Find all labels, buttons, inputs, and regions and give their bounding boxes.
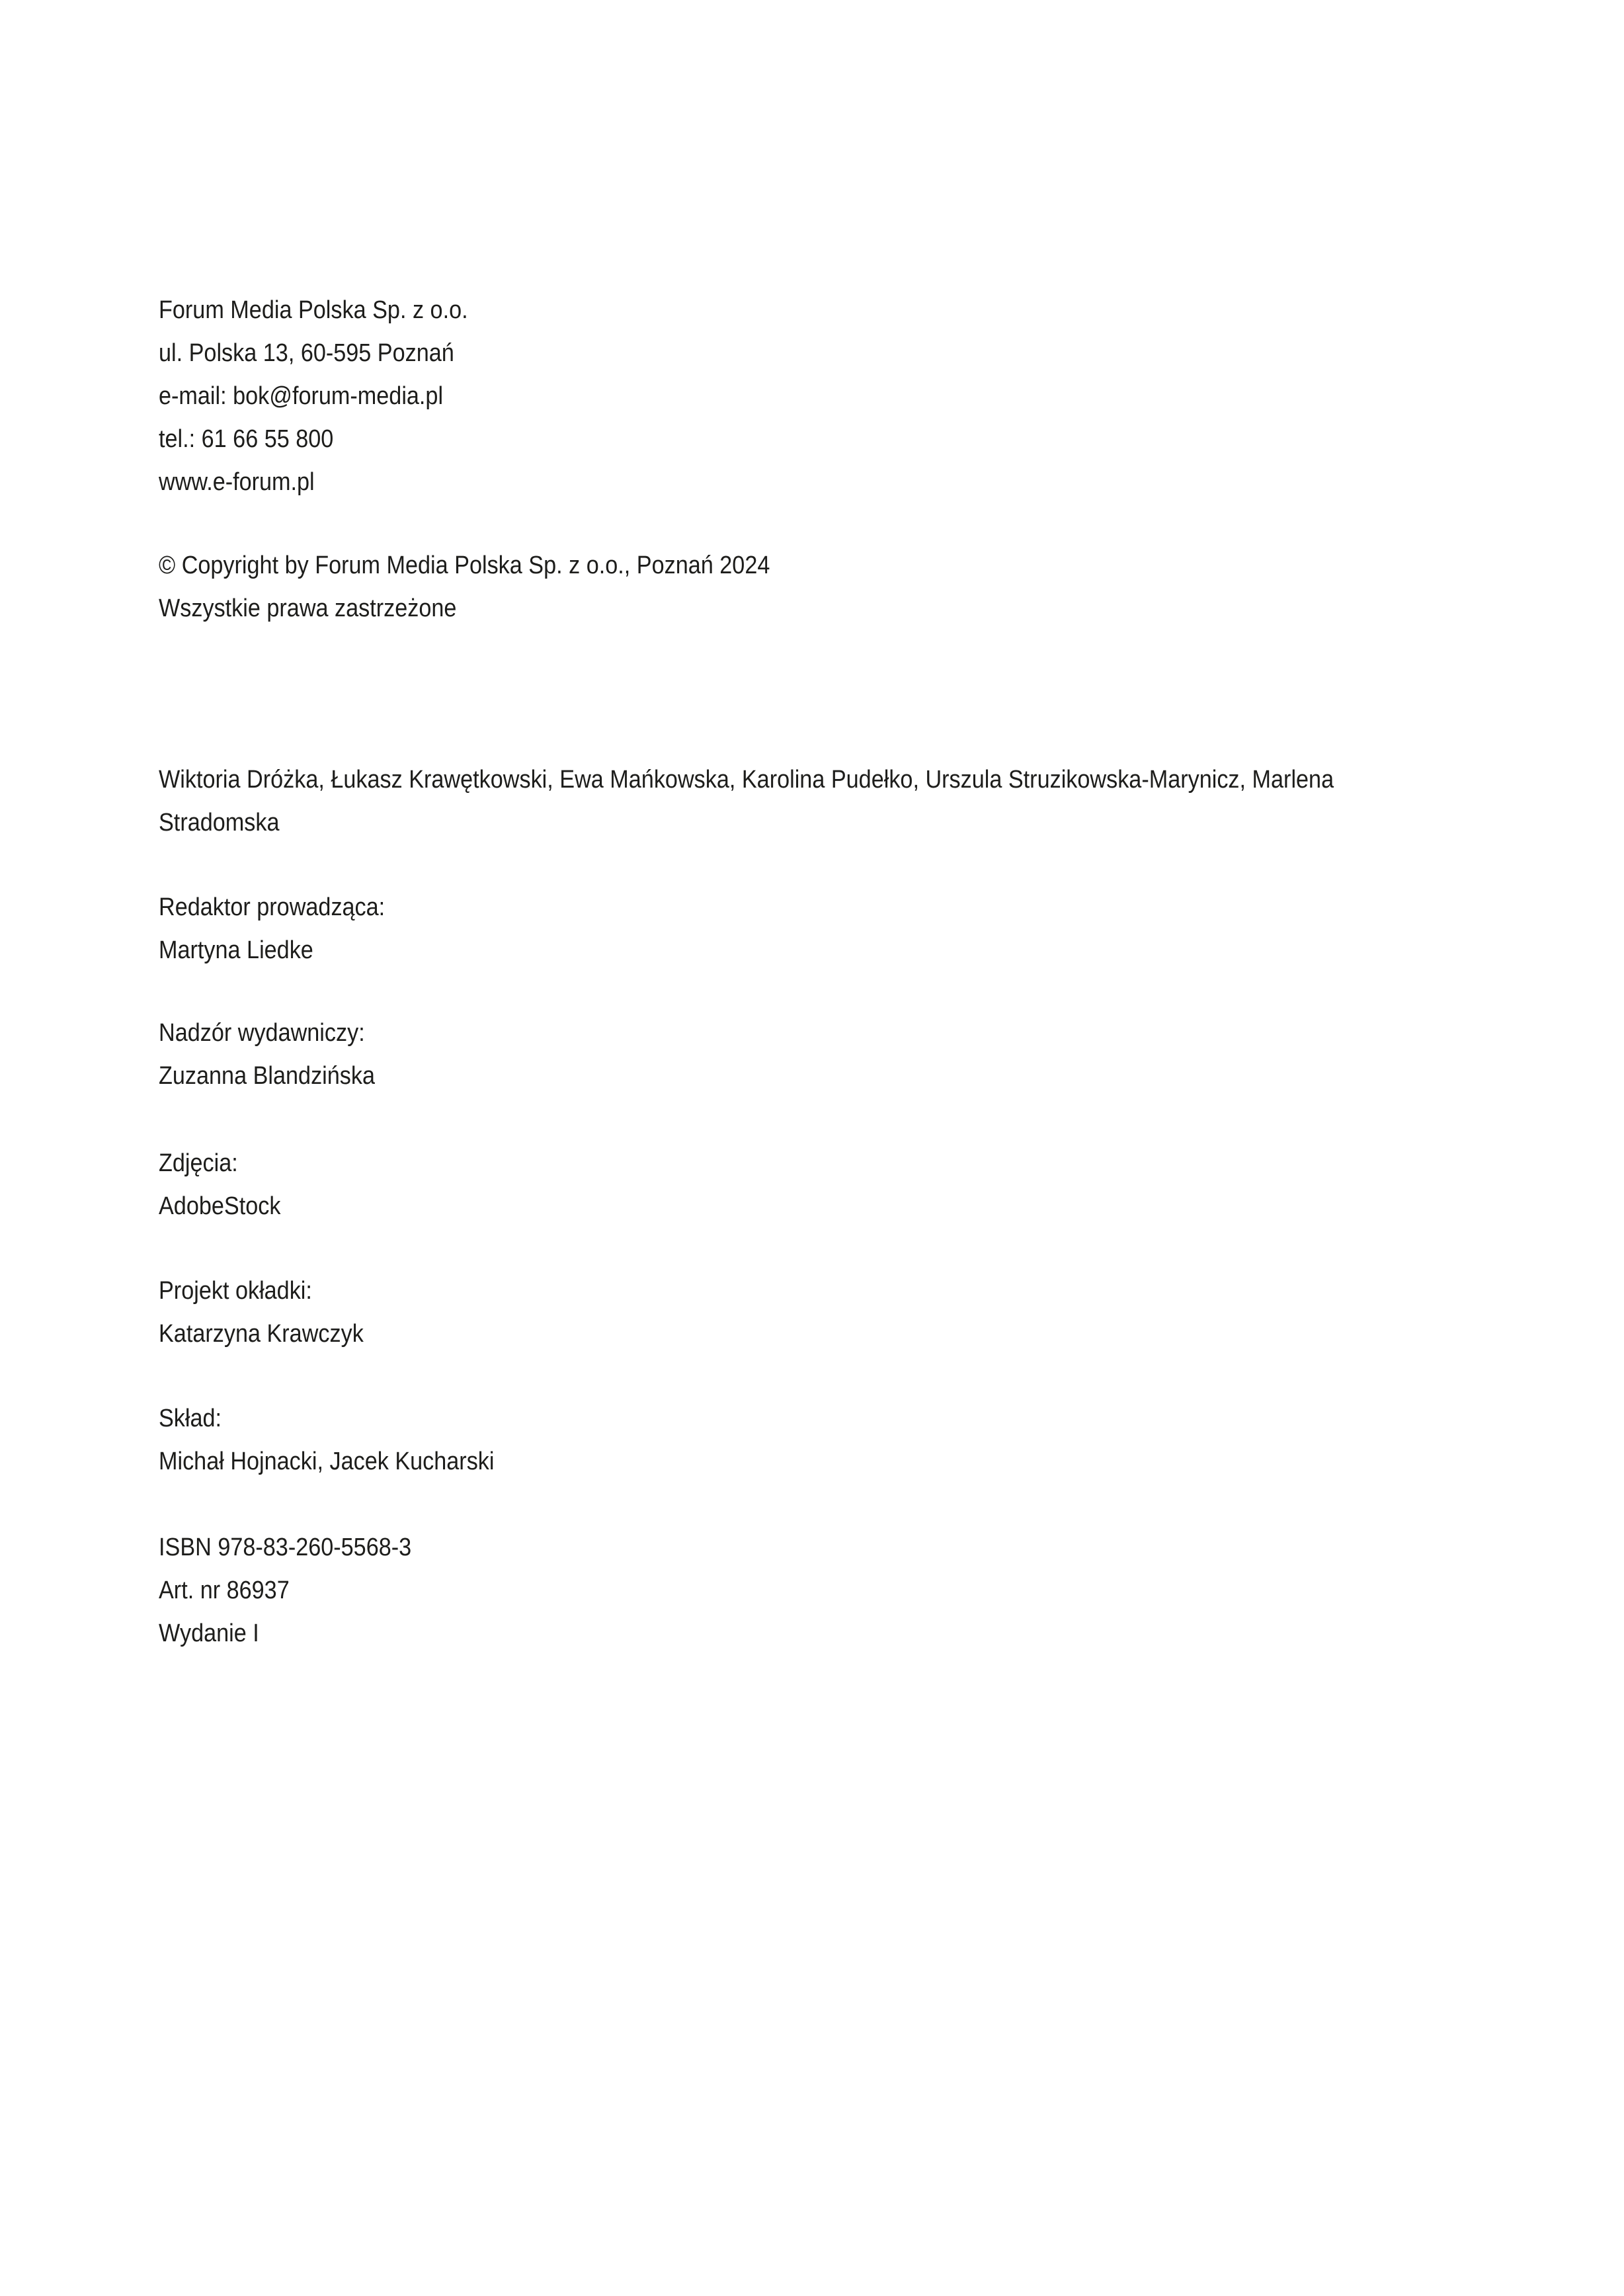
- credit-value: Michał Hojnacki, Jacek Kucharski: [159, 1448, 495, 1475]
- credit-managing-editor: [159, 886, 1465, 972]
- credit-value: Martyna Liedke: [159, 936, 313, 964]
- publisher-name: Forum Media Polska Sp. z o.o.: [159, 296, 468, 324]
- credit-photos: [159, 1142, 1465, 1228]
- publisher-phone: tel.: 61 66 55 800: [159, 425, 334, 453]
- edition-number: Wydanie I: [159, 1620, 259, 1647]
- authors-block: [159, 758, 1465, 844]
- credit-value: Katarzyna Krawczyk: [159, 1320, 364, 1348]
- authors-line-1: Wiktoria Dróżka, Łukasz Krawętkowski, Ewa Mańkowska, Karolina Pudełko, Urszula Struzikowska-Marynicz, Marlena: [159, 766, 1334, 794]
- publisher-address: ul. Polska 13, 60-595 Poznań: [159, 339, 454, 367]
- authors-line-2: Stradomska: [159, 809, 280, 837]
- publisher-website: www.e-forum.pl: [159, 468, 315, 496]
- article-number: Art. nr 86937: [159, 1577, 290, 1604]
- credit-publishing-supervision: [159, 1012, 1465, 1098]
- credit-cover-design: [159, 1270, 1465, 1356]
- isbn-number: ISBN 978-83-260-5568-3: [159, 1534, 412, 1561]
- copyright-notice: © Copyright by Forum Media Polska Sp. z o.o., Poznań 2024: [159, 552, 770, 579]
- credit-label: Skład:: [159, 1405, 222, 1432]
- credit-value: AdobeStock: [159, 1192, 281, 1220]
- rights-reserved-notice: Wszystkie prawa zastrzeżone: [159, 594, 457, 622]
- credit-label: Nadzór wydawniczy:: [159, 1019, 365, 1047]
- credit-value: Zuzanna Blandzińska: [159, 1062, 376, 1090]
- credit-label: Zdjęcia:: [159, 1149, 238, 1177]
- copyright-block: [159, 544, 1465, 630]
- edition-block: [159, 1526, 1465, 1655]
- credit-label: Projekt okładki:: [159, 1277, 312, 1305]
- credit-label: Redaktor prowadząca:: [159, 893, 386, 921]
- publisher-block: [159, 289, 1465, 504]
- credit-typesetting: [159, 1397, 1465, 1483]
- publisher-email: e-mail: bok@forum-media.pl: [159, 382, 444, 410]
